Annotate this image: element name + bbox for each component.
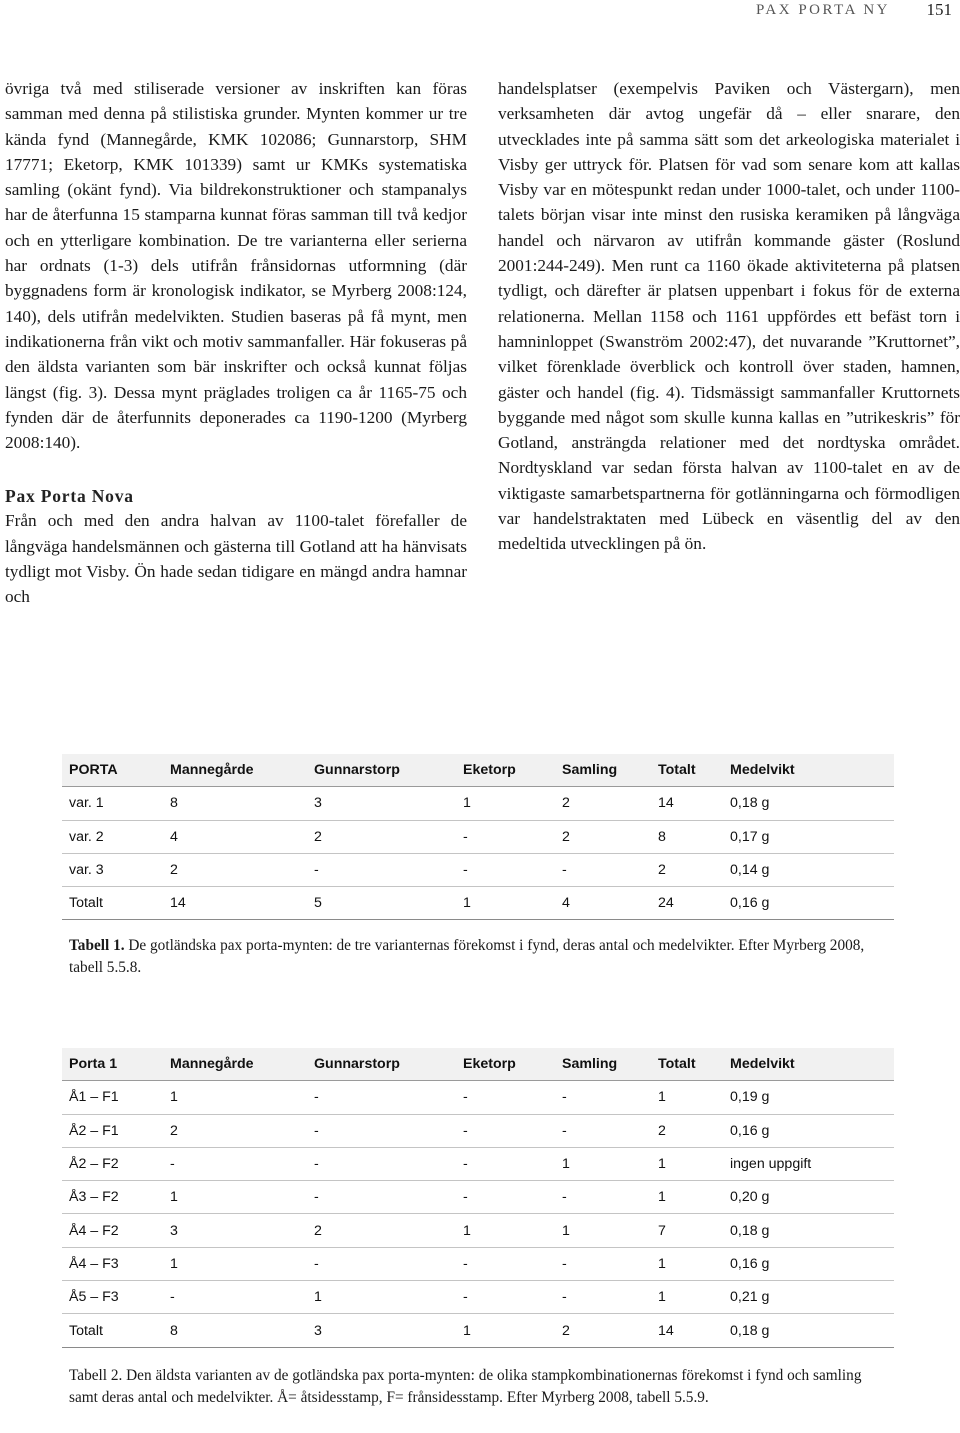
caption-label: Tabell 1. <box>69 937 125 954</box>
table-cell: 8 <box>658 828 666 845</box>
table-cell: Totalt <box>69 1322 103 1339</box>
table-cell: 1 <box>463 1222 471 1239</box>
table-cell: 8 <box>170 795 178 812</box>
table-cell: 4 <box>170 828 178 845</box>
table-cell: 3 <box>170 1222 178 1239</box>
table-cell: 2 <box>170 1122 178 1139</box>
table-row <box>62 1214 894 1247</box>
table-cell: 8 <box>170 1322 178 1339</box>
table-cell: 3 <box>314 1322 322 1339</box>
table-cell: 0,17 g <box>730 828 770 845</box>
table-cell: Å5 – F3 <box>69 1289 119 1306</box>
table-cell: 0,14 g <box>730 862 770 879</box>
table-row <box>62 1114 894 1147</box>
table-cell: var. 2 <box>69 828 104 845</box>
table-cell: - <box>562 1255 567 1272</box>
table-cell: 0,16 g <box>730 1255 770 1272</box>
left-column <box>5 76 467 610</box>
column-header: Mannegårde <box>170 1056 254 1073</box>
column-header: Medelvikt <box>730 1056 795 1073</box>
table-cell: - <box>562 1289 567 1306</box>
table-row <box>62 853 894 886</box>
right-column <box>498 76 960 557</box>
table-row <box>62 1247 894 1280</box>
table-cell: - <box>463 828 468 845</box>
table-cell: Å4 – F2 <box>69 1222 119 1239</box>
table-cell: Å2 – F2 <box>69 1156 119 1173</box>
table-cell: 0,21 g <box>730 1289 770 1306</box>
table-cell: 2 <box>562 1322 570 1339</box>
column-header: PORTA <box>69 762 118 779</box>
table-cell: - <box>314 1189 319 1206</box>
table-row <box>62 1181 894 1214</box>
page-number: 151 <box>926 0 952 19</box>
table-cell: - <box>314 1255 319 1272</box>
column-header: Mannegårde <box>170 762 254 779</box>
table-2 <box>62 1048 894 1348</box>
table-cell: 5 <box>314 895 322 912</box>
running-title: PAX PORTA NY <box>755 2 890 18</box>
table-cell: - <box>463 1255 468 1272</box>
table-cell: 0,19 g <box>730 1089 770 1106</box>
table-cell: 1 <box>170 1189 178 1206</box>
table-total-row <box>62 1314 894 1347</box>
section-heading: Pax Porta Nova <box>5 486 134 507</box>
table-cell: - <box>314 1089 319 1106</box>
table-cell: 1 <box>562 1156 570 1173</box>
table-cell: 1 <box>658 1089 666 1106</box>
table-row <box>62 820 894 853</box>
table-header-row <box>62 754 894 787</box>
column-header: Totalt <box>658 762 696 779</box>
table-cell: Å2 – F1 <box>69 1122 119 1139</box>
table-row <box>62 1081 894 1114</box>
table-cell: 2 <box>562 795 570 812</box>
table-cell: 1 <box>463 795 471 812</box>
table-row <box>62 1147 894 1180</box>
table-cell: 2 <box>170 862 178 879</box>
table-2-caption <box>69 1365 869 1409</box>
right-paragraph-1: handelsplatser (exempelvis Paviken och Västergarn), men verksamheten där avtog ungefär då – eller snarare, den utvecklades inte på samma sätt som det arkeologiska materialet i Visby ger uttryck för. Platsen för vad som senare kom att kallas Visby var en mötespunkt redan under 1000-talet, och under 1100-talets början visar inte minst den rusiska keramiken på långväga handel och närvaron av utifrån kommande gäster (Roslund 2001:244-249). Men runt ca 1160 ökade aktiviteterna på platsen tydligt, och därefter är platsen uppenbart i fokus för de externa relationerna. Mellan 1158 och 1161 uppfördes ett befäst torn i hamninloppet (Swanström 2002:47), det nuvarande ”Kruttornet”, vilket förenklade överblick och kontroll över staden, hamnen, gäster och handel (fig. 4). Tidsmässigt sammanfaller Kruttornets byggande med något som skulle kunna kallas en ”utrikeskris” för Gotland, ansträngda relationer med det nordtyska området. Nordtyskland var sedan första halvan av 1100-talet en av de viktigaste samarbetspartnerna för gotlänningarna och förmodligen var handelstraktaten med Lübeck en väsentlig del av den medeltida utvecklingen på ön. <box>498 79 960 554</box>
table-cell: Å4 – F3 <box>69 1255 119 1272</box>
table-cell: 1 <box>170 1089 178 1106</box>
column-header: Samling <box>562 1056 618 1073</box>
caption-text: Den äldsta varianten av de gotländska pax porta-mynten: de olika stampkombinationernas förekomst i fynd och samling samt deras antal och medelvikter. Å= åtsidesstamp, F= frånsidesstamp. Efter Myrberg 2008, tabell 5.5.9. <box>69 1367 862 1406</box>
table-cell: - <box>562 1089 567 1106</box>
table-cell: - <box>314 1156 319 1173</box>
column-header: Porta 1 <box>69 1056 118 1073</box>
table-cell: 2 <box>658 862 666 879</box>
table-cell: ingen uppgift <box>730 1156 812 1173</box>
table-cell: Å3 – F2 <box>69 1189 119 1206</box>
column-header: Totalt <box>658 1056 696 1073</box>
table-cell: 0,16 g <box>730 895 770 912</box>
left-paragraph-1: övriga två med stiliserade versioner av inskriften kan föras samman med denna på stilistiska grunder. Mynten kommer ur tre kända fynd (Mannegårde, KMK 102086; Gunnarstorp, SHM 17771; Eketorp, KMK 101339) samt ur KMKs systematiska samling (okänt fynd). Via bildrekonstruktioner och stampanalys har de återfunna 15 stamparna kunnat föras samman till två kedjor och en ytterligare kombination. De tre varianterna eller serierna har ordnats (1-3) dels utifrån frånsidornas utformning (där byggnadens form är kronologisk indikator, se Myrberg 2008:124, 140), dels utifrån medelvikten. Studien baseras på få mynt, men indikationerna från vikt och motiv sammanfaller. Här fokuseras på den äldsta varianten som bär inskrifter och också kunnat följas längst (fig. 3). Dessa mynt präglades troligen ca år 1165-75 och fynden där de återfunnits deponerades ca 1190-1200 (Myrberg 2008:140). <box>5 79 467 453</box>
table-cell: 2 <box>658 1122 666 1139</box>
table-header-row <box>62 1048 894 1081</box>
table-cell: - <box>562 862 567 879</box>
table-cell: 1 <box>658 1189 666 1206</box>
column-header: Gunnarstorp <box>314 762 400 779</box>
table-cell: - <box>170 1289 175 1306</box>
table-cell: 2 <box>562 828 570 845</box>
table-cell: - <box>463 1122 468 1139</box>
table-cell: var. 1 <box>69 795 104 812</box>
table-1 <box>62 754 894 920</box>
table-cell: 2 <box>314 828 322 845</box>
table-cell: 1 <box>562 1222 570 1239</box>
table-cell: 1 <box>658 1289 666 1306</box>
column-header: Gunnarstorp <box>314 1056 400 1073</box>
table-cell: - <box>463 1156 468 1173</box>
caption-label: Tabell 2. <box>69 1367 123 1384</box>
table-cell: 1 <box>170 1255 178 1272</box>
table-cell: 14 <box>170 895 186 912</box>
running-head <box>0 0 960 22</box>
table-cell: 1 <box>463 895 471 912</box>
table-cell: - <box>562 1189 567 1206</box>
table-cell: 14 <box>658 1322 674 1339</box>
table-cell: 0,18 g <box>730 1222 770 1239</box>
table-cell: - <box>314 1122 319 1139</box>
table-cell: - <box>170 1156 175 1173</box>
table-total-row <box>62 887 894 920</box>
table-row <box>62 1281 894 1314</box>
table-cell: 3 <box>314 795 322 812</box>
table-cell: Å1 – F1 <box>69 1089 119 1106</box>
table-row <box>62 787 894 820</box>
table-cell: - <box>463 1089 468 1106</box>
column-header: Eketorp <box>463 1056 516 1073</box>
column-header: Samling <box>562 762 618 779</box>
table-cell: 1 <box>314 1289 322 1306</box>
table-cell: 1 <box>658 1255 666 1272</box>
table-cell: - <box>314 862 319 879</box>
table-cell: 0,18 g <box>730 1322 770 1339</box>
table-cell: 2 <box>314 1222 322 1239</box>
left-paragraph-2: Från och med den andra halvan av 1100-talet förefaller de långväga handelsmännen och gästerna till Gotland att ha hänvisats tydligt mot Visby. Ön hade sedan tidigare en mängd andra hamnar och <box>5 511 467 607</box>
table-cell: - <box>562 1122 567 1139</box>
table-cell: 0,18 g <box>730 795 770 812</box>
table-cell: 14 <box>658 795 674 812</box>
table-cell: 7 <box>658 1222 666 1239</box>
table-cell: 0,20 g <box>730 1189 770 1206</box>
table-cell: 1 <box>463 1322 471 1339</box>
table-cell: 1 <box>658 1156 666 1173</box>
table-cell: 0,16 g <box>730 1122 770 1139</box>
table-cell: var. 3 <box>69 862 104 879</box>
column-header: Medelvikt <box>730 762 795 779</box>
table-cell: 4 <box>562 895 570 912</box>
table-cell: - <box>463 862 468 879</box>
caption-text: De gotländska pax porta-mynten: de tre varianternas förekomst i fynd, deras antal och medelvikter. Efter Myrberg 2008, tabell 5.5.8. <box>69 937 865 976</box>
table-cell: 24 <box>658 895 674 912</box>
table-cell: - <box>463 1189 468 1206</box>
column-header: Eketorp <box>463 762 516 779</box>
table-1-caption <box>69 935 869 979</box>
table-cell: Totalt <box>69 895 103 912</box>
table-cell: - <box>463 1289 468 1306</box>
